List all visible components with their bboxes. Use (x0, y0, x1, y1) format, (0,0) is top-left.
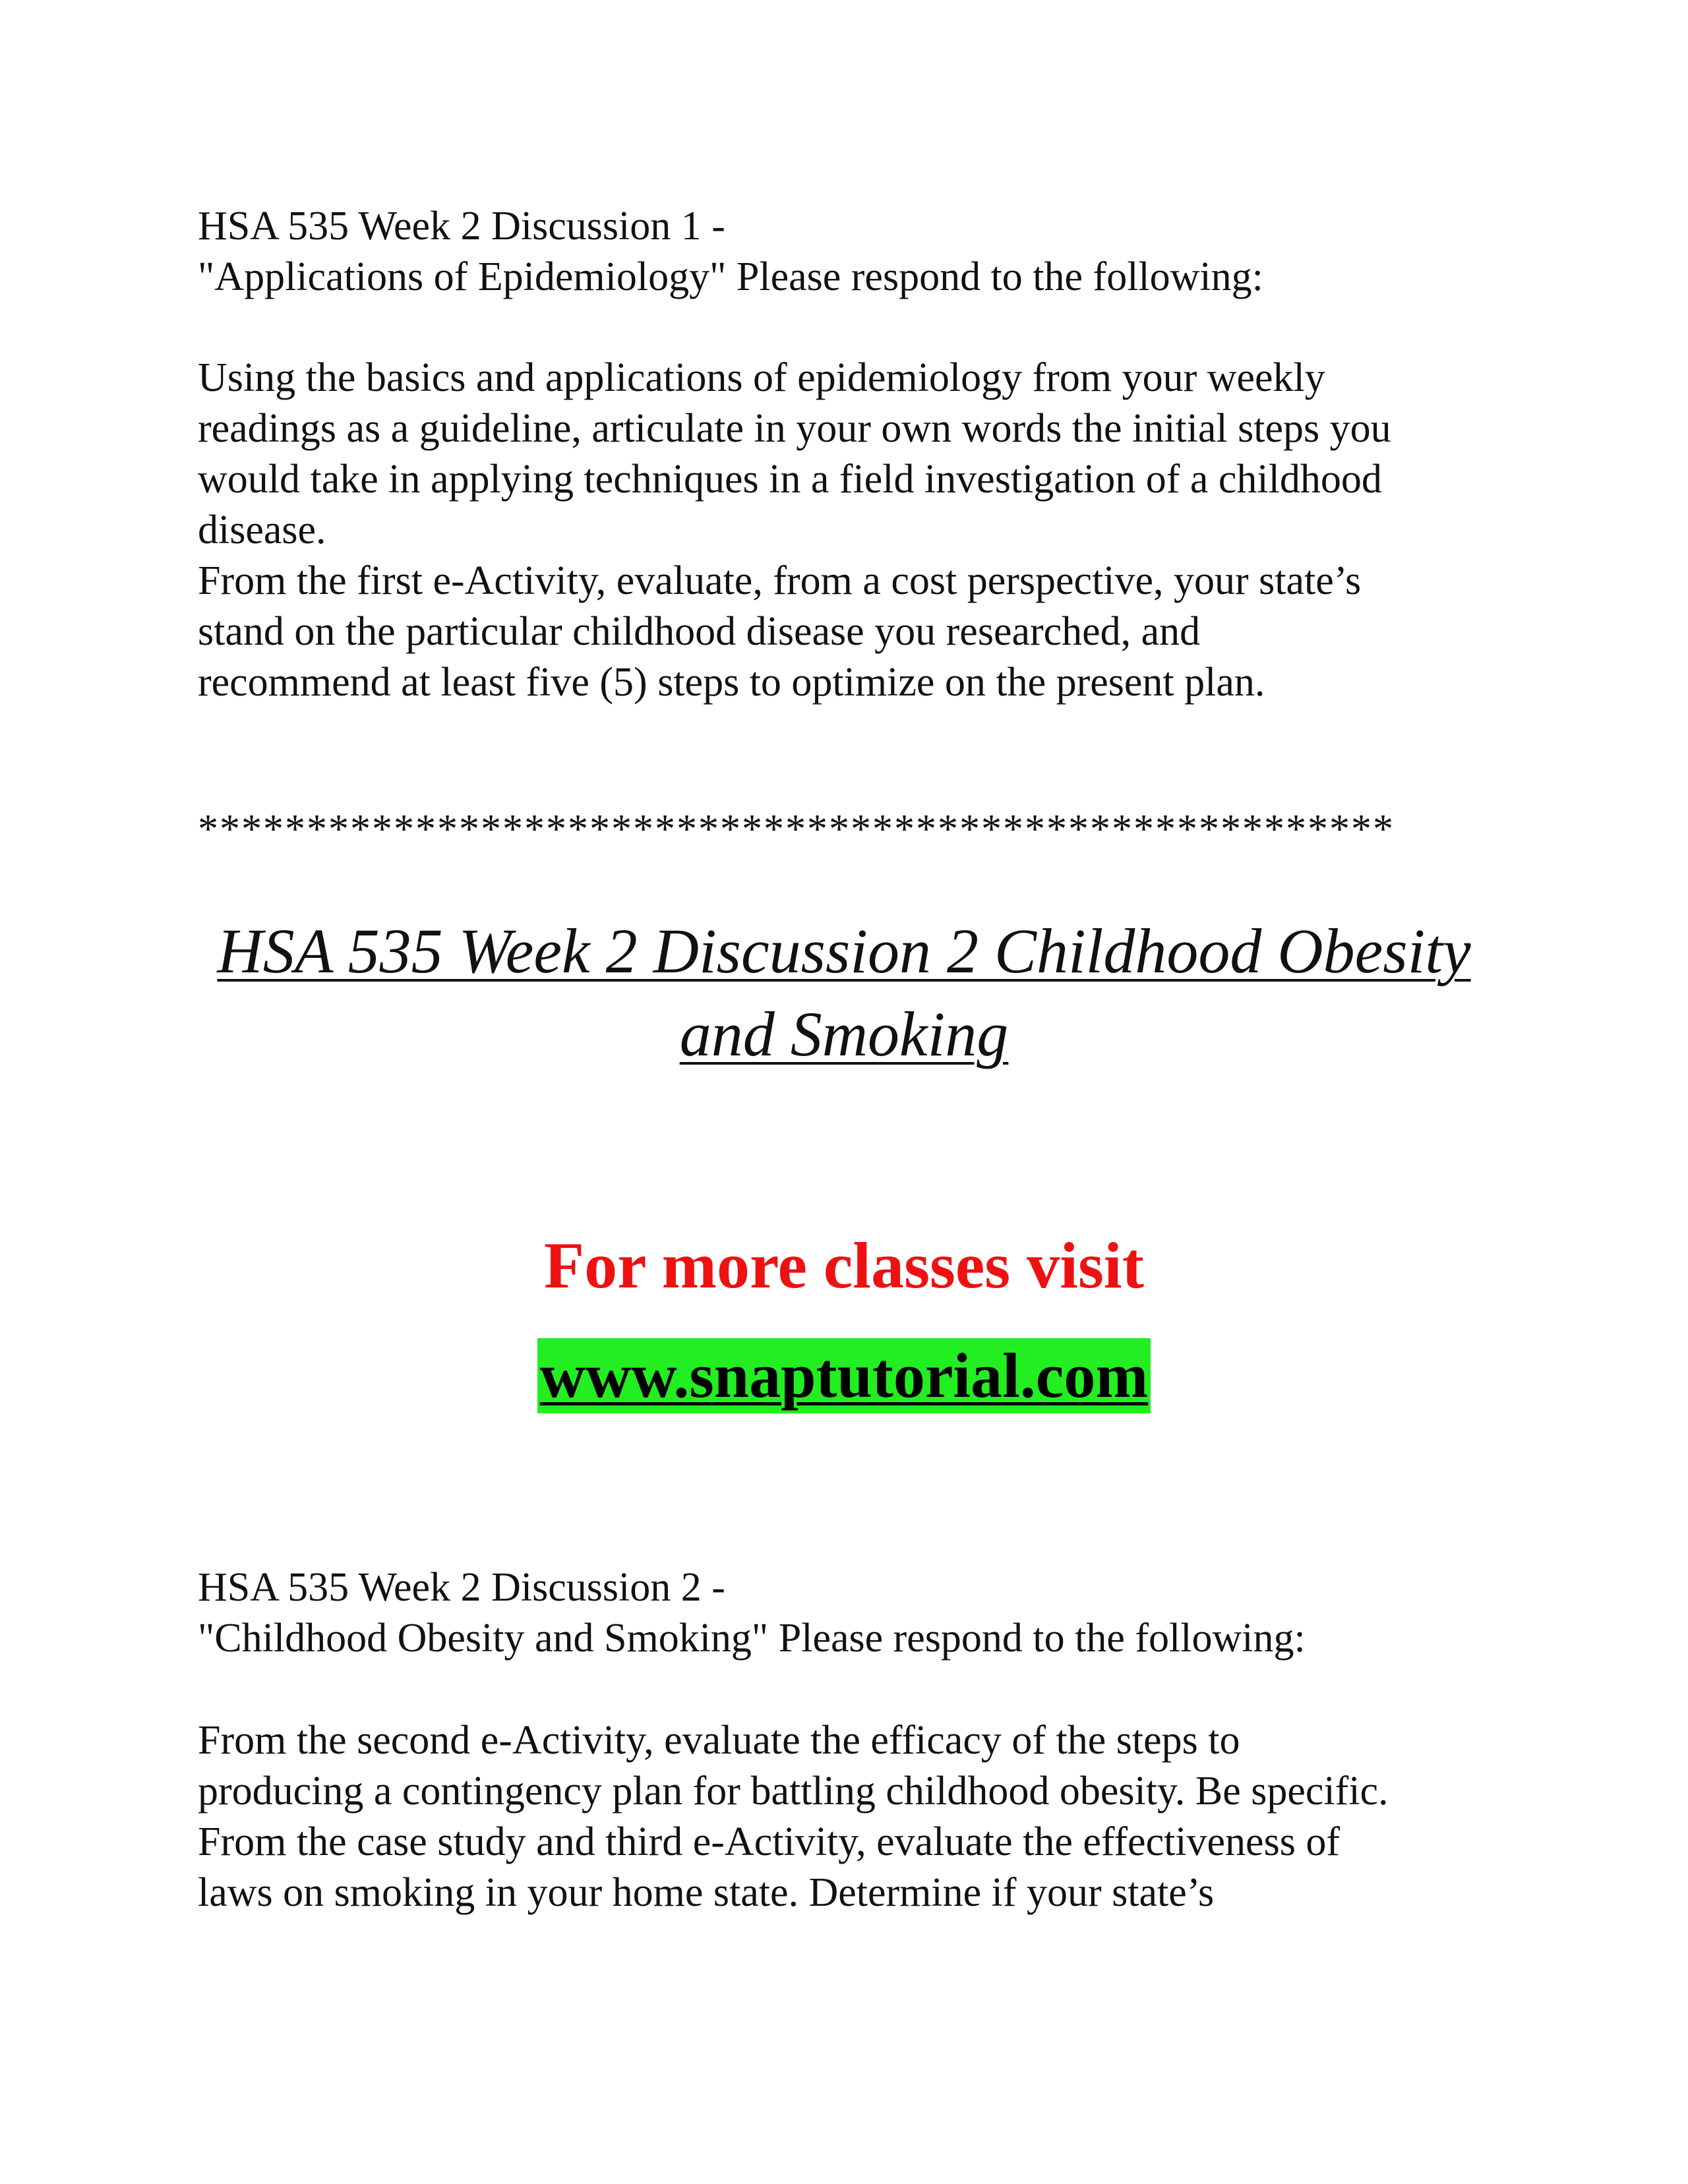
asterisk-separator: ******************************************************* (198, 807, 1395, 852)
section1-body-line: stand on the particular childhood disease you researched, and (198, 609, 1201, 654)
section2-body (198, 1715, 1517, 1918)
section2-title-line1: HSA 535 Week 2 Discussion 2 - (198, 1565, 725, 1610)
section2-title-line2: "Childhood Obesity and Smoking" Please respond to the following: (198, 1616, 1306, 1661)
promo-link-container (0, 1338, 1688, 1413)
section-heading (171, 910, 1517, 1076)
section1-body-line: disease. (198, 508, 326, 552)
section2-body-line: producing a contingency plan for battling childhood obesity. Be specific. (198, 1769, 1389, 1814)
section1-body (198, 353, 1517, 708)
section1-body-line: recommend at least five (5) steps to optimize on the present plan. (198, 660, 1265, 705)
section-heading-line2: and Smoking (679, 999, 1009, 1069)
section2-title (198, 1562, 1517, 1664)
section1-body-line: readings as a guideline, articulate in your own words the initial steps you (198, 406, 1391, 451)
section1-title-line1: HSA 535 Week 2 Discussion 1 - (198, 204, 725, 249)
promo-text: For more classes visit (543, 1229, 1144, 1302)
section1-title-line2: "Applications of Epidemiology" Please respond to the following: (198, 254, 1263, 299)
section1-title (198, 201, 1517, 303)
section-heading-line1: HSA 535 Week 2 Discussion 2 Childhood Obesity (217, 916, 1471, 986)
section2-body-line: laws on smoking in your home state. Determine if your state’s (198, 1870, 1215, 1915)
section2-body-line: From the case study and third e-Activity, evaluate the effectiveness of (198, 1819, 1340, 1864)
section1-body-line: would take in applying techniques in a field investigation of a childhood (198, 457, 1382, 502)
section1-body-line: Using the basics and applications of epidemiology from your weekly (198, 355, 1325, 400)
section2-body-line: From the second e-Activity, evaluate the efficacy of the steps to (198, 1718, 1240, 1763)
section1-body-line: From the first e-Activity, evaluate, from a cost perspective, your state’s (198, 558, 1362, 603)
website-link[interactable]: www.snaptutorial.com (537, 1338, 1151, 1413)
